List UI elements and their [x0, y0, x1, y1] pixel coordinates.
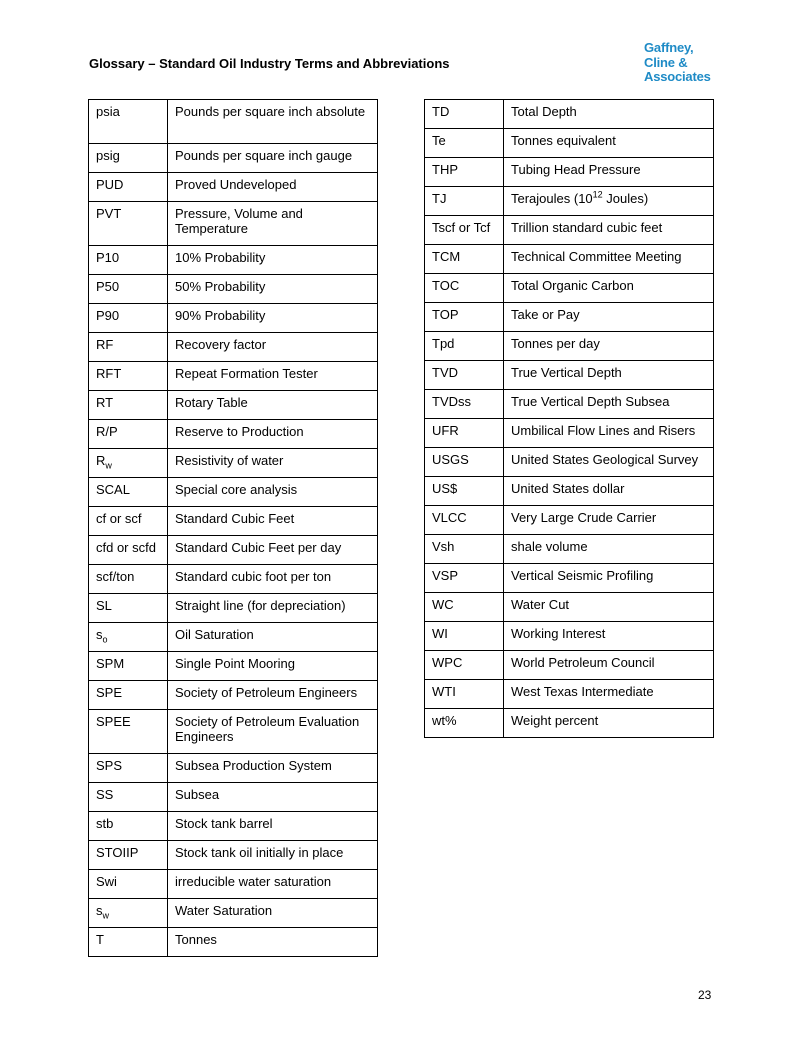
term-cell: [425, 506, 504, 535]
table-row: [89, 899, 378, 928]
term-cell: [89, 681, 168, 710]
definition-cell: [168, 362, 378, 391]
definition-cell: [504, 129, 714, 158]
definition-cell: [168, 783, 378, 812]
term-cell: [89, 899, 168, 928]
definition-text: West Texas Intermediate: [511, 684, 654, 699]
table-row: [425, 506, 714, 535]
term-cell: [425, 477, 504, 506]
table-row: [425, 680, 714, 709]
term-cell: [425, 593, 504, 622]
definition-cell: [504, 709, 714, 738]
definition-cell: [168, 391, 378, 420]
company-logo: [644, 41, 711, 85]
term-cell: [425, 680, 504, 709]
term-text: RFT: [96, 366, 122, 381]
term-cell: [89, 594, 168, 623]
term-text: TD: [432, 104, 450, 119]
table-row: [89, 144, 378, 173]
page-title: Glossary – Standard Oil Industry Terms and Abbreviations: [89, 56, 450, 71]
definition-cell: [168, 710, 378, 754]
term-cell: [425, 448, 504, 477]
definition-text: Pressure, Volume and Temperature: [175, 206, 303, 236]
term-text: STOIIP: [96, 845, 139, 860]
table-row: [89, 100, 378, 144]
table-row: [89, 333, 378, 362]
logo-line-1: Gaffney,: [644, 40, 694, 55]
definition-cell: [168, 812, 378, 841]
definition-cell: [504, 593, 714, 622]
definition-cell: [168, 681, 378, 710]
table-row: [425, 100, 714, 129]
definition-text: Weight percent: [511, 713, 599, 728]
table-row: [425, 477, 714, 506]
table-row: [425, 274, 714, 303]
definition-cell: [168, 478, 378, 507]
term-text: WC: [432, 597, 454, 612]
table-row: [89, 507, 378, 536]
term-cell: [89, 391, 168, 420]
definition-cell: [504, 274, 714, 303]
definition-text: Standard Cubic Feet per day: [175, 540, 342, 555]
table-row: [89, 594, 378, 623]
term-cell: [425, 100, 504, 129]
definition-cell: [504, 535, 714, 564]
term-cell: [89, 565, 168, 594]
term-text: Tscf or Tcf: [432, 220, 491, 235]
definition-text: Working Interest: [511, 626, 606, 641]
definition-text: Tonnes equivalent: [511, 133, 616, 148]
definition-text: Rotary Table: [175, 395, 248, 410]
definition-superscript: 12: [592, 189, 603, 200]
definition-text: World Petroleum Council: [511, 655, 655, 670]
term-text: psia: [96, 104, 120, 119]
definition-text: Technical Committee Meeting: [511, 249, 682, 264]
table-row: [89, 202, 378, 246]
term-text: TVD: [432, 365, 458, 380]
term-text: wt%: [432, 713, 457, 728]
definition-cell: [168, 173, 378, 202]
definition-cell: [168, 202, 378, 246]
table-row: [89, 928, 378, 957]
table-row: [89, 565, 378, 594]
definition-text: Total Organic Carbon: [511, 278, 634, 293]
logo-line-3: Associates: [644, 69, 711, 84]
table-row: [89, 623, 378, 652]
term-text: SPS: [96, 758, 123, 773]
term-cell: [425, 535, 504, 564]
definition-text: Pounds per square inch absolute: [175, 104, 366, 119]
term-text: cf or scf: [96, 511, 142, 526]
term-text: TJ: [432, 191, 447, 206]
term-cell: [425, 361, 504, 390]
term-text: PVT: [96, 206, 122, 221]
term-cell: [425, 622, 504, 651]
term-cell: [89, 783, 168, 812]
term-cell: [89, 536, 168, 565]
definition-text: Oil Saturation: [175, 627, 254, 642]
term-cell: [425, 216, 504, 245]
term-text: WPC: [432, 655, 463, 670]
term-text: s: [96, 903, 103, 918]
term-cell: [89, 754, 168, 783]
definition-text: Vertical Seismic Profiling: [511, 568, 654, 583]
definition-text: Stock tank oil initially in place: [175, 845, 344, 860]
table-row: [425, 245, 714, 274]
definition-text: Special core analysis: [175, 482, 298, 497]
definition-text: 90% Probability: [175, 308, 266, 323]
term-text: WI: [432, 626, 448, 641]
term-text: PUD: [96, 177, 124, 192]
definition-cell: [504, 332, 714, 361]
table-row: [89, 652, 378, 681]
term-cell: [89, 841, 168, 870]
term-subscript: w: [105, 460, 112, 471]
definition-text: Recovery factor: [175, 337, 267, 352]
table-row: [89, 478, 378, 507]
table-row: [425, 651, 714, 680]
term-subscript: o: [102, 634, 108, 645]
term-text: cfd or scfd: [96, 540, 156, 555]
definition-cell: [168, 246, 378, 275]
term-text: TOC: [432, 278, 460, 293]
term-text: SPEE: [96, 714, 131, 729]
definition-text: United States Geological Survey: [511, 452, 699, 467]
table-row: [89, 754, 378, 783]
glossary-table-right: [424, 99, 714, 738]
term-cell: [89, 246, 168, 275]
term-text: Vsh: [432, 539, 455, 554]
definition-cell: [504, 390, 714, 419]
definition-cell: [504, 448, 714, 477]
table-row: [89, 449, 378, 478]
table-row: [89, 246, 378, 275]
definition-cell: [504, 419, 714, 448]
definition-text: Pounds per square inch gauge: [175, 148, 353, 163]
term-text: THP: [432, 162, 458, 177]
term-text: USGS: [432, 452, 469, 467]
definition-text: Standard cubic foot per ton: [175, 569, 332, 584]
term-text: SCAL: [96, 482, 130, 497]
definition-cell: [504, 100, 714, 129]
term-text: P90: [96, 308, 120, 323]
definition-text: Stock tank barrel: [175, 816, 273, 831]
term-text: WTI: [432, 684, 456, 699]
term-text: SPE: [96, 685, 123, 700]
term-text: Swi: [96, 874, 117, 889]
definition-cell: [168, 841, 378, 870]
definition-text: Single Point Mooring: [175, 656, 295, 671]
term-cell: [89, 202, 168, 246]
term-cell: [425, 419, 504, 448]
table-row: [425, 187, 714, 216]
glossary-table-left: [88, 99, 378, 957]
table-row: [89, 710, 378, 754]
table-row: [425, 448, 714, 477]
term-text: SPM: [96, 656, 125, 671]
term-cell: [425, 187, 504, 216]
term-cell: [89, 652, 168, 681]
table-row: [425, 332, 714, 361]
definition-text: Reserve to Production: [175, 424, 304, 439]
definition-text: Resistivity of water: [175, 453, 284, 468]
definition-text: United States dollar: [511, 481, 625, 496]
term-cell: [89, 173, 168, 202]
definition-cell: [504, 245, 714, 274]
term-cell: [89, 710, 168, 754]
term-cell: [425, 303, 504, 332]
term-cell: [89, 812, 168, 841]
term-cell: [89, 870, 168, 899]
term-text: R/P: [96, 424, 118, 439]
term-cell: [425, 390, 504, 419]
definition-cell: [504, 622, 714, 651]
table-row: [425, 593, 714, 622]
definition-cell: [168, 333, 378, 362]
table-row: [425, 129, 714, 158]
table-row: [89, 275, 378, 304]
definition-cell: [504, 187, 714, 216]
table-row: [425, 622, 714, 651]
definition-text-continued: Joules): [602, 191, 649, 206]
definition-cell: [504, 651, 714, 680]
term-text: US$: [432, 481, 458, 496]
definition-cell: [168, 449, 378, 478]
term-text: Te: [432, 133, 446, 148]
term-subscript: w: [102, 910, 109, 921]
table-row: [89, 536, 378, 565]
definition-text: Umbilical Flow Lines and Risers: [511, 423, 696, 438]
term-text: psig: [96, 148, 120, 163]
term-text: RT: [96, 395, 114, 410]
term-cell: [89, 304, 168, 333]
table-row: [425, 216, 714, 245]
term-cell: [89, 100, 168, 144]
definition-text: Very Large Crude Carrier: [511, 510, 657, 525]
definition-cell: [168, 899, 378, 928]
term-text: s: [96, 627, 103, 642]
definition-cell: [168, 870, 378, 899]
table-row: [89, 362, 378, 391]
definition-text: Tubing Head Pressure: [511, 162, 641, 177]
term-cell: [425, 709, 504, 738]
term-text: UFR: [432, 423, 459, 438]
definition-cell: [504, 477, 714, 506]
definition-cell: [168, 304, 378, 333]
definition-text: Tonnes: [175, 932, 217, 947]
term-text: TVDss: [432, 394, 471, 409]
term-cell: [425, 564, 504, 593]
term-cell: [425, 245, 504, 274]
term-text: TOP: [432, 307, 459, 322]
definition-text: Subsea: [175, 787, 220, 802]
term-cell: [89, 275, 168, 304]
definition-text: Water Saturation: [175, 903, 273, 918]
definition-cell: [168, 420, 378, 449]
term-cell: [425, 651, 504, 680]
term-text: scf/ton: [96, 569, 135, 584]
term-text: VSP: [432, 568, 459, 583]
definition-text: Straight line (for depreciation): [175, 598, 346, 613]
page-number: 23: [698, 988, 712, 1002]
table-row: [89, 420, 378, 449]
definition-text: Standard Cubic Feet: [175, 511, 295, 526]
term-text: TCM: [432, 249, 461, 264]
definition-text: Terajoules (10: [511, 191, 593, 206]
term-text: P50: [96, 279, 120, 294]
definition-cell: [504, 361, 714, 390]
definition-text: Water Cut: [511, 597, 570, 612]
term-cell: [89, 449, 168, 478]
term-text: P10: [96, 250, 120, 265]
definition-cell: [168, 275, 378, 304]
term-cell: [89, 333, 168, 362]
definition-text: Take or Pay: [511, 307, 580, 322]
definition-cell: [504, 303, 714, 332]
definition-text: 10% Probability: [175, 250, 266, 265]
definition-cell: [504, 158, 714, 187]
table-row: [89, 783, 378, 812]
definition-text: Subsea Production System: [175, 758, 332, 773]
term-cell: [89, 362, 168, 391]
term-text: R: [96, 453, 106, 468]
definition-cell: [504, 564, 714, 593]
definition-cell: [168, 536, 378, 565]
table-row: [425, 564, 714, 593]
term-text: SS: [96, 787, 114, 802]
definition-text: Trillion standard cubic feet: [511, 220, 663, 235]
term-text: SL: [96, 598, 112, 613]
table-row: [89, 173, 378, 202]
table-row: [425, 709, 714, 738]
definition-cell: [504, 216, 714, 245]
definition-cell: [504, 506, 714, 535]
definition-cell: [168, 928, 378, 957]
definition-text: Repeat Formation Tester: [175, 366, 318, 381]
definition-cell: [168, 100, 378, 144]
definition-cell: [168, 565, 378, 594]
term-text: T: [96, 932, 104, 947]
definition-text: irreducible water saturation: [175, 874, 332, 889]
definition-cell: [168, 754, 378, 783]
definition-cell: [168, 144, 378, 173]
term-text: Tpd: [432, 336, 455, 351]
table-row: [425, 158, 714, 187]
term-cell: [425, 158, 504, 187]
table-row: [425, 419, 714, 448]
definition-text: Society of Petroleum Evaluation Engineers: [175, 714, 360, 744]
term-cell: [89, 623, 168, 652]
definition-text: True Vertical Depth Subsea: [511, 394, 670, 409]
definition-cell: [168, 594, 378, 623]
definition-text: Tonnes per day: [511, 336, 600, 351]
term-text: stb: [96, 816, 114, 831]
table-row: [425, 303, 714, 332]
definition-text: Total Depth: [511, 104, 577, 119]
definition-cell: [504, 680, 714, 709]
table-row: [89, 391, 378, 420]
table-row: [89, 841, 378, 870]
definition-text: True Vertical Depth: [511, 365, 622, 380]
table-row: [89, 304, 378, 333]
table-row: [89, 870, 378, 899]
term-cell: [425, 129, 504, 158]
table-row: [425, 535, 714, 564]
term-cell: [425, 332, 504, 361]
definition-text: Proved Undeveloped: [175, 177, 297, 192]
term-cell: [89, 144, 168, 173]
term-cell: [425, 274, 504, 303]
logo-line-2: Cline &: [644, 54, 688, 70]
definition-text: 50% Probability: [175, 279, 266, 294]
definition-cell: [168, 623, 378, 652]
term-cell: [89, 420, 168, 449]
term-text: VLCC: [432, 510, 467, 525]
table-row: [425, 390, 714, 419]
term-text: RF: [96, 337, 114, 352]
term-cell: [89, 507, 168, 536]
definition-cell: [168, 652, 378, 681]
table-row: [89, 812, 378, 841]
definition-cell: [168, 507, 378, 536]
definition-text: shale volume: [511, 539, 588, 554]
definition-text: Society of Petroleum Engineers: [175, 685, 358, 700]
term-cell: [89, 928, 168, 957]
term-cell: [89, 478, 168, 507]
table-row: [425, 361, 714, 390]
table-row: [89, 681, 378, 710]
